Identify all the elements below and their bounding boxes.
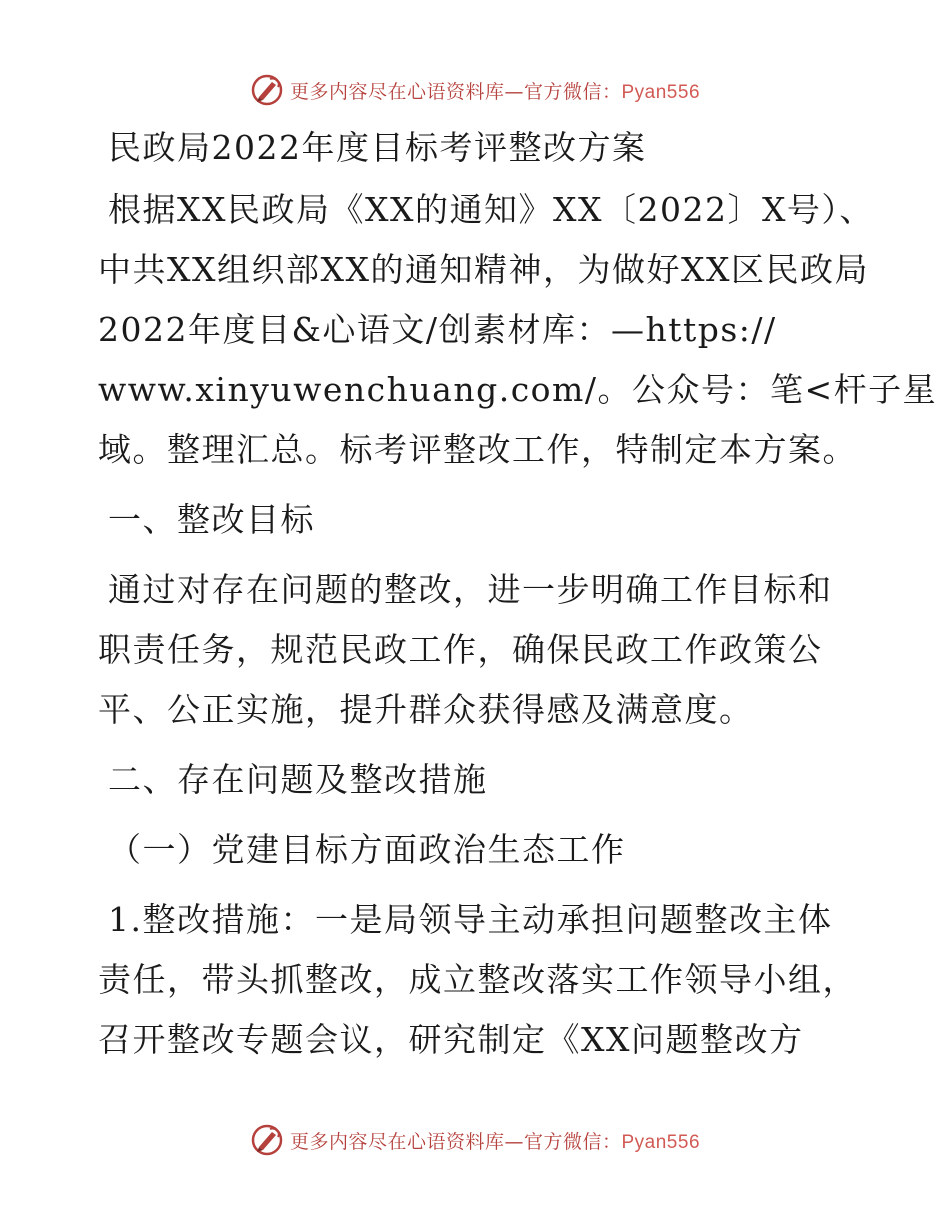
- banner-wechat-label: 官方微信：: [523, 1130, 622, 1153]
- intro-line: 根据XX民政局《XX的通知》XX〔2022〕X号）、: [108, 190, 874, 229]
- document-body: [98, 118, 938, 1070]
- banner-wechat-id: Pyan556: [621, 81, 701, 103]
- intro-line: 2022年度目&心语文/创素材库：—https://: [98, 310, 777, 349]
- banner-dash: —: [504, 1130, 524, 1153]
- body-line: 通过对存在问题的整改，进一步明确工作目标和: [108, 570, 833, 609]
- intro-line: 中共XX组织部XX的通知精神，为做好XX区民政局: [98, 250, 869, 289]
- body-line: 责任，带头抓整改，成立整改落实工作领导小组，: [98, 960, 857, 999]
- subsection-heading: （一）党建目标方面政治生态工作: [108, 830, 626, 869]
- footer-banner: [0, 1120, 950, 1160]
- banner-wechat-id: Pyan556: [621, 1131, 701, 1153]
- header-banner: [0, 70, 950, 110]
- body-line: 职责任务，规范民政工作，确保民政工作政策公: [98, 630, 823, 669]
- banner-text: [290, 77, 700, 104]
- banner-wechat-label: 官方微信：: [523, 80, 622, 103]
- banner-dash: —: [504, 80, 524, 103]
- intro-line: www.xinyuwenchuang.com/。公众号：笔<杆子星: [98, 370, 938, 409]
- banner-text: [290, 1127, 700, 1154]
- section-heading: 一、整改目标: [108, 500, 315, 539]
- document-title: 民政局2022年度目标考评整改方案: [108, 128, 647, 167]
- body-line: 1.整改措施：一是局领导主动承担问题整改主体: [108, 900, 833, 939]
- banner-main-text: 更多内容尽在心语资料库: [289, 80, 505, 103]
- section-heading: 二、存在问题及整改措施: [108, 760, 488, 799]
- banner-main-text: 更多内容尽在心语资料库: [289, 1130, 505, 1153]
- pen-logo-icon: [250, 1123, 284, 1157]
- intro-line: 域。整理汇总。标考评整改工作，特制定本方案。: [98, 430, 857, 469]
- pen-logo-icon: [250, 73, 284, 107]
- body-line: 平、公正实施，提升群众获得感及满意度。: [98, 690, 754, 729]
- body-line: 召开整改专题会议，研究制定《XX问题整改方: [98, 1020, 804, 1059]
